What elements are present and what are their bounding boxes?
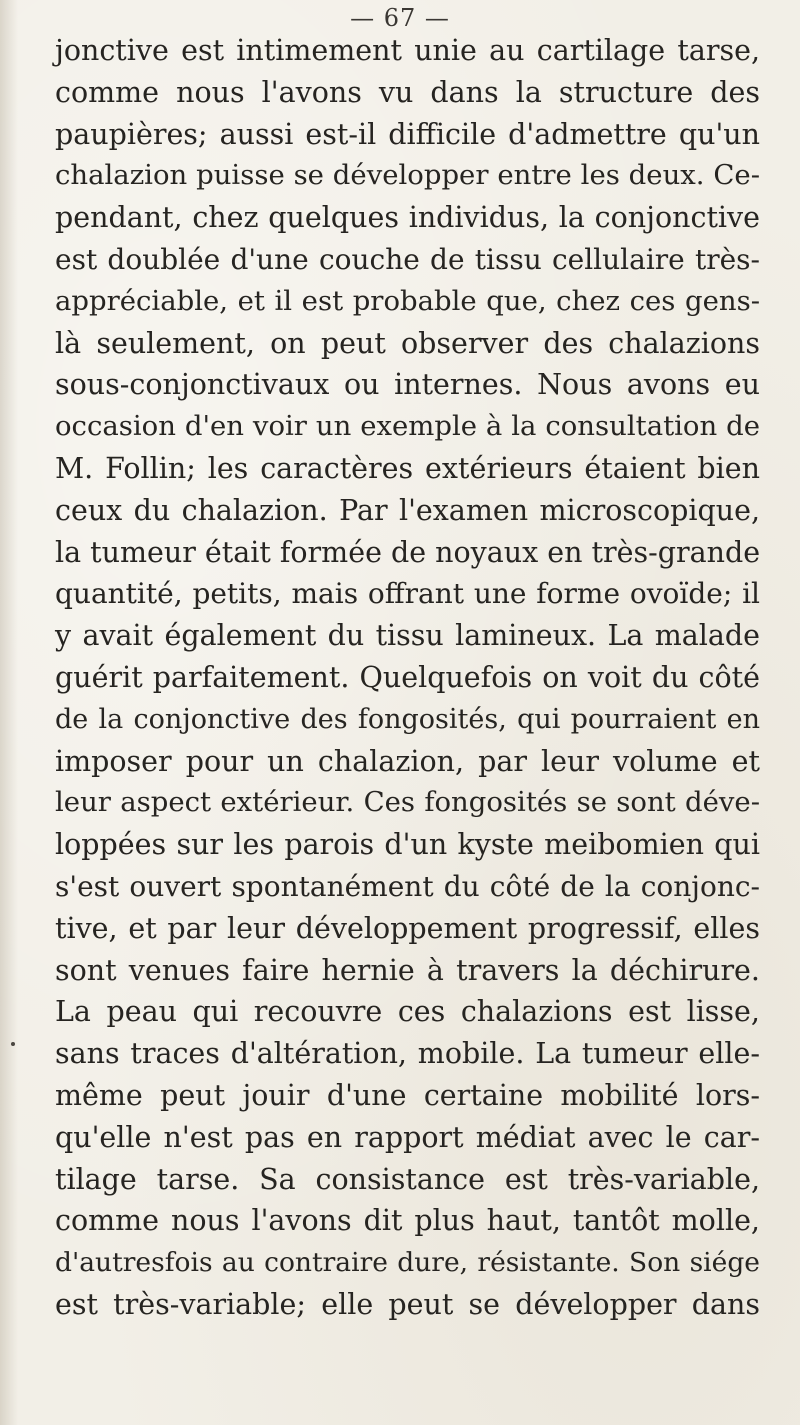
body-text xyxy=(55,30,760,1326)
text-line: y avait également du tissu lamineux. La malade xyxy=(55,619,760,653)
text-line: qu'elle n'est pas en rapport médiat avec le car- xyxy=(55,1120,760,1154)
text-line: pendant, chez quelques individus, la conjonctive xyxy=(55,201,760,235)
text-line: chalazion puisse se développer entre les deux. Ce- xyxy=(55,159,760,192)
text-line: est très-variable; elle peut se développer dans xyxy=(55,1287,760,1321)
text-line: là seulement, on peut observer des chalazions xyxy=(55,326,760,360)
text-line: tive, et par leur développement progressif, elles xyxy=(55,911,760,945)
text-line: d'autresfois au contraire dure, résistante. Son siége xyxy=(55,1247,760,1279)
text-line: La peau qui recouvre ces chalazions est lisse, xyxy=(55,995,760,1029)
text-line: comme nous l'avons vu dans la structure des xyxy=(55,75,760,109)
text-line: sous-conjonctivaux ou internes. Nous avons eu xyxy=(55,368,760,402)
text-line: de la conjonctive des fongosités, qui pourraient en xyxy=(55,703,760,735)
text-line: appréciable, et il est probable que, chez ces gens- xyxy=(55,284,760,317)
text-line: guérit parfaitement. Quelquefois on voit du côté xyxy=(55,660,760,694)
text-line: M. Follin; les caractères extérieurs étaient bien xyxy=(55,451,760,485)
text-line: est doublée d'une couche de tissu cellulaire très- xyxy=(55,242,760,276)
text-line: même peut jouir d'une certaine mobilité lors- xyxy=(55,1078,760,1112)
text-line: loppées sur les parois d'un kyste meibomien qui xyxy=(55,828,760,862)
text-line: imposer pour un chalazion, par leur volume et xyxy=(55,744,760,778)
text-line: paupières; aussi est-il difficile d'admettre qu'un xyxy=(55,117,760,151)
page-number: — 67 — xyxy=(350,4,450,32)
text-line: tilage tarse. Sa consistance est très-variable, xyxy=(55,1162,760,1196)
text-line: la tumeur était formée de noyaux en très-grande xyxy=(55,535,761,569)
text-line: sont venues faire hernie à travers la déchirure. xyxy=(55,953,760,987)
text-line: leur aspect extérieur. Ces fongosités se sont déve- xyxy=(55,786,760,819)
text-line: s'est ouvert spontanément du côté de la conjonc- xyxy=(55,869,760,903)
text-line: occasion d'en voir un exemple à la consultation de xyxy=(55,410,760,443)
text-line: jonctive est intimement unie au cartilage tarse, xyxy=(55,34,760,67)
text-line: quantité, petits, mais offrant une forme ovoïde; il xyxy=(55,577,760,611)
text-line: ceux du chalazion. Par l'examen microscopique, xyxy=(55,493,760,527)
text-line: comme nous l'avons dit plus haut, tantôt molle, xyxy=(55,1204,760,1238)
text-line: sans traces d'altération, mobile. La tumeur elle- xyxy=(55,1037,760,1071)
gutter-shadow xyxy=(0,0,18,1425)
margin-dot xyxy=(11,1042,15,1046)
